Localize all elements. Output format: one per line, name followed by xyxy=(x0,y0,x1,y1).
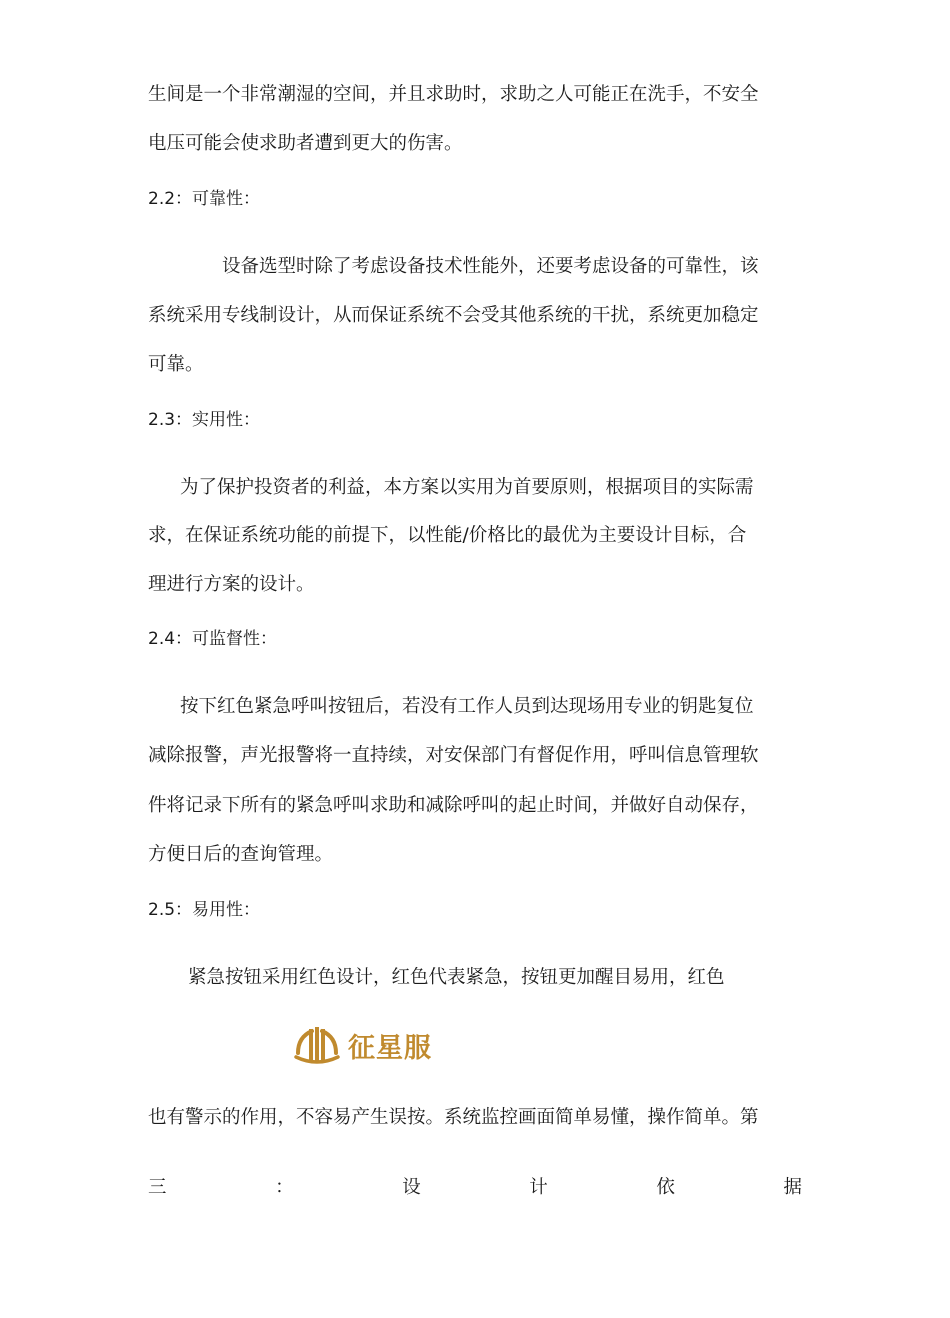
paragraph-line: 设备选型时除了考虑设备技术性能外，还要考虑设备的可靠性，该 xyxy=(222,256,759,277)
paragraph-line: 求，在保证系统功能的前提下，以性能/价格比的最优为主要设计目标，合 xyxy=(148,525,747,546)
paragraph-line: 生间是一个非常潮湿的空间，并且求助时，求助之人可能正在洗手，不安全 xyxy=(148,84,759,105)
heading-char: ： xyxy=(275,1177,294,1198)
paragraph-line: 件将记录下所有的紧急呼叫求助和减除呼叫的起止时间，并做好自动保存， xyxy=(148,795,759,816)
paragraph-line: 可靠。 xyxy=(148,354,204,375)
heading-char: 计 xyxy=(529,1177,548,1198)
paragraph-line: 理进行方案的设计。 xyxy=(148,574,315,595)
heading-char: 据 xyxy=(783,1177,802,1198)
paragraph-line: 为了保护投资者的利益，本方案以实用为首要原则，根据项目的实际需 xyxy=(180,477,754,498)
heading-char: 三 xyxy=(148,1177,167,1198)
paragraph-line: 减除报警，声光报警将一直持续，对安保部门有督促作用，呼叫信息管理软 xyxy=(148,745,759,766)
paragraph-line: 系统采用专线制设计，从而保证系统不会受其他系统的干扰，系统更加稳定 xyxy=(148,305,759,326)
logo-mark-icon xyxy=(292,1023,342,1067)
justified-heading-line xyxy=(148,1175,802,1201)
section-heading-practicality: 2.3：实用性： xyxy=(148,410,261,430)
logo-text: 征星服 xyxy=(348,1032,432,1064)
paragraph-line: 电压可能会使求助者遭到更大的伤害。 xyxy=(148,133,463,154)
paragraph-line: 方便日后的查询管理。 xyxy=(148,844,334,865)
paragraph-line: 紧急按钮采用红色设计，红色代表紧急，按钮更加醒目易用，红色 xyxy=(188,967,725,988)
paragraph-line: 也有警示的作用，不容易产生误按。系统监控画面简单易懂，操作简单。第 xyxy=(148,1107,759,1128)
section-heading-reliability: 2.2：可靠性： xyxy=(148,189,261,209)
paragraph-line: 按下红色紧急呼叫按钮后，若没有工作人员到达现场用专业的钥匙复位 xyxy=(180,696,754,717)
heading-char: 设 xyxy=(402,1177,421,1198)
brand-logo xyxy=(292,1022,432,1068)
section-heading-supervisability: 2.4：可监督性： xyxy=(148,629,278,649)
heading-char: 依 xyxy=(656,1177,675,1198)
section-heading-usability: 2.5：易用性： xyxy=(148,900,261,920)
